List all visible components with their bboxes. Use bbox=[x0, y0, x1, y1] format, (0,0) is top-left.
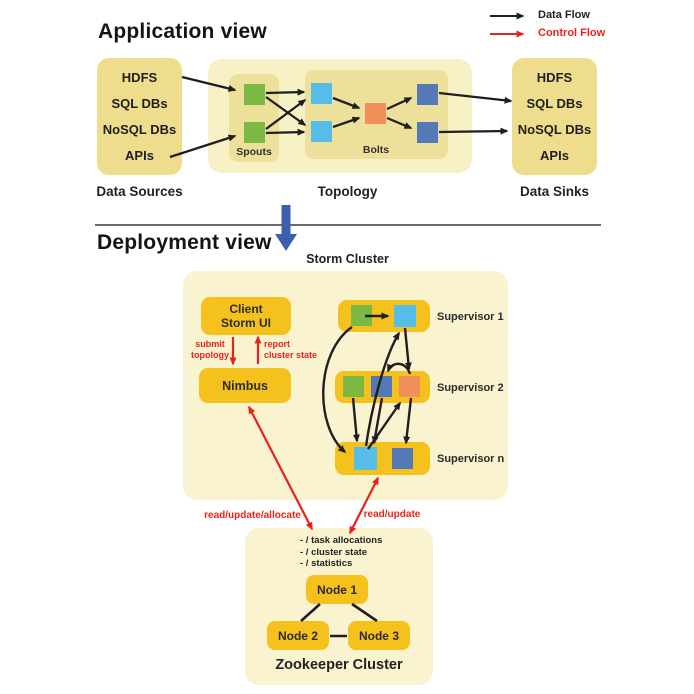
data-sinks-label: Data Sinks bbox=[519, 184, 590, 199]
supervisor-n-label: Supervisor n bbox=[437, 453, 505, 465]
read-update-label: read/update bbox=[363, 509, 421, 520]
spout-square-2 bbox=[244, 122, 265, 143]
zookeeper-node-1: Node 1 bbox=[306, 575, 368, 604]
client-storm-ui-box bbox=[201, 297, 291, 335]
worker-square-green-sup1 bbox=[351, 305, 372, 326]
view-transition-arrow-head bbox=[275, 234, 297, 251]
supervisor-1-label: Supervisor 1 bbox=[437, 311, 504, 323]
storm-cluster-label: Storm Cluster bbox=[306, 252, 389, 266]
worker-square-blue-supn bbox=[392, 448, 413, 469]
worker-square-cyan-supn bbox=[354, 447, 377, 470]
worker-square-blue-sup2 bbox=[371, 376, 392, 397]
bolt-square-orange bbox=[365, 103, 386, 124]
topology-label: Topology bbox=[317, 184, 378, 199]
application-view-title: Application view bbox=[98, 20, 267, 43]
zookeeper-cluster-label: Zookeeper Cluster bbox=[275, 657, 403, 673]
legend-control-flow-label: Control Flow bbox=[538, 27, 606, 39]
data-source-item: NoSQL DBs bbox=[102, 122, 177, 137]
bolt-square-blue-2 bbox=[417, 122, 438, 143]
zookeeper-node-3: Node 3 bbox=[348, 621, 410, 650]
supervisor-2-label: Supervisor 2 bbox=[437, 382, 504, 394]
data-sink-item: APIs bbox=[540, 148, 569, 163]
data-sources-list bbox=[91, 60, 188, 173]
legend-data-flow-label: Data Flow bbox=[538, 9, 590, 21]
client-label-line2: Storm UI bbox=[220, 316, 271, 330]
data-source-item: APIs bbox=[125, 148, 154, 163]
data-sinks-list bbox=[506, 60, 603, 173]
data-source-item: SQL DBs bbox=[111, 96, 168, 111]
client-label-line1: Client bbox=[229, 302, 263, 316]
bolt-square-cyan-2 bbox=[311, 121, 332, 142]
deployment-view-title: Deployment view bbox=[97, 231, 272, 254]
bolt-square-blue-1 bbox=[417, 84, 438, 105]
bolt-square-cyan-1 bbox=[311, 83, 332, 104]
spouts-label: Spouts bbox=[236, 146, 272, 158]
data-sink-item: HDFS bbox=[536, 70, 573, 85]
nimbus-label: Nimbus bbox=[222, 378, 268, 393]
read-update-allocate-label: read/update/allocate bbox=[204, 510, 301, 521]
nimbus-box bbox=[199, 368, 291, 403]
zookeeper-stats: - / task allocations - / cluster state - / statistics bbox=[300, 535, 383, 569]
worker-square-green-sup2 bbox=[343, 376, 364, 397]
worker-square-cyan-sup1 bbox=[394, 305, 416, 327]
data-source-item: HDFS bbox=[121, 70, 158, 85]
spout-square-1 bbox=[244, 84, 265, 105]
bolts-label: Bolts bbox=[362, 144, 390, 156]
data-sink-item: NoSQL DBs bbox=[517, 122, 592, 137]
zookeeper-node-2: Node 2 bbox=[267, 621, 329, 650]
data-sink-item: SQL DBs bbox=[526, 96, 583, 111]
report-cluster-state-label: report cluster state bbox=[264, 339, 318, 360]
supervisor-n-box bbox=[335, 442, 430, 475]
worker-square-orange-sup2 bbox=[399, 376, 420, 397]
data-sources-label: Data Sources bbox=[96, 184, 183, 199]
submit-topology-label: submit topology bbox=[191, 339, 229, 360]
